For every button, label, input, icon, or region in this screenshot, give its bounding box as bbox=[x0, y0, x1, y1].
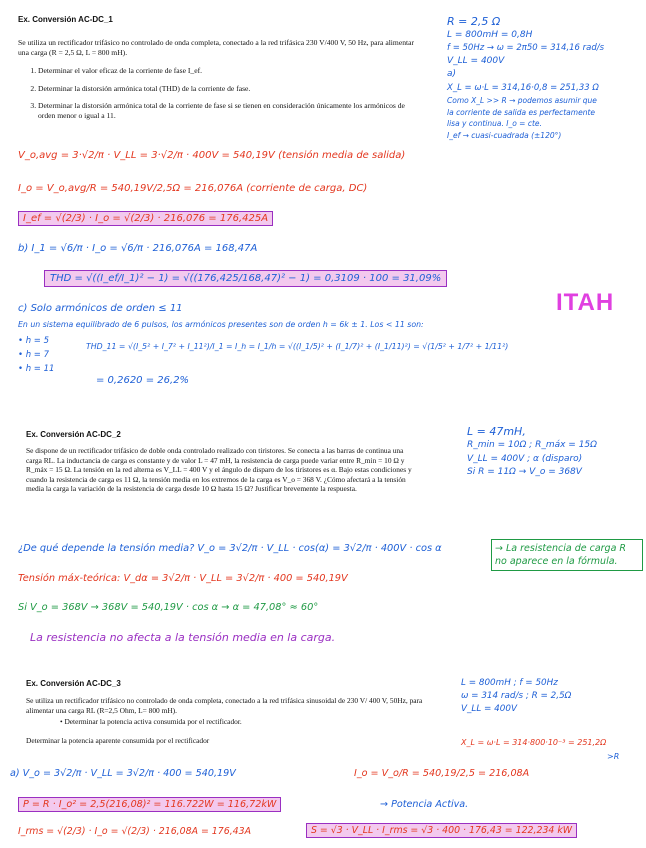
ex1-c-title: c) Solo armónicos de orden ≤ 11 bbox=[18, 303, 183, 314]
ex1-thd: THD = √((I_ef/I_1)² − 1) = √((176,425/168,47)² − 1) = 0,3109 · 100 = 31,09% bbox=[44, 270, 447, 287]
harmonic-item: • h = 5 bbox=[18, 336, 50, 346]
ex1-question-3: 3. Determinar la distorsión armónica total de la corriente de fase si se tienen en consideración únicamente los armónicos de orden menor o igual a 11. bbox=[38, 101, 413, 120]
ex2-vmax: Tensión máx-teórica: V_dα = 3√2/π · V_LL = 3√2/π · 400 = 540,19V bbox=[18, 573, 348, 584]
ex1-thd11: THD_11 = √(I_5² + I_7² + I_11²)/I_1 = I_h = I_1/h = √((I_1/5)² + (I_1/7)² + (I_1/11)²) = √(1/5² + 1/7² + 1/11²) bbox=[86, 342, 509, 351]
harmonic-item: • h = 11 bbox=[18, 364, 55, 374]
ex3-vo: a) V_o = 3√2/π · V_LL = 3√2/π · 400 = 540,19V bbox=[10, 768, 236, 779]
ex1-thd11-result bbox=[96, 375, 189, 386]
ex3-irms: I_rms = √(2/3) · I_o = √(2/3) · 216,08A = 176,43A bbox=[18, 826, 252, 837]
ex3-bullet-text: Determinar la potencia activa consumida por el rectificador. bbox=[64, 717, 242, 726]
ex2-statement: Se dispone de un rectificador trifásico de doble onda controlado realizado con tiristores. Se conecta a las barras de continua una carga RL. La inductancia de carga es constante y de valor L = 47 mH, la resistencia de carga puede variar entre R_min = 10 Ω y R_máx = 15 Ω. La tensión en la red alterna es V_LL = 400 V y el ángulo de disparo de los tiristores es α. Bajo estas condiciones y cuando la resistencia de carga es 11 Ω, la tensión media en los extremos de la carga es V_o = 368 V. ¿Cómo afectará a la tensión media la carga la variación de la resistencia de carga desde 10 Ω hasta 15 Ω? Justificar brevemente la respuesta. bbox=[26, 446, 412, 494]
ex1-note: L = 800mH = 0,8H bbox=[447, 30, 533, 40]
ex3-note: V_LL = 400V bbox=[461, 704, 517, 714]
ex3-xl-compare: >R bbox=[607, 752, 620, 761]
ex2-alpha: Si V_o = 368V → 368V = 540,19V · cos α → α = 47,08° ≈ 60° bbox=[18, 602, 319, 613]
itah-logo: ITAH bbox=[556, 289, 615, 316]
ex3-bullet: • Determinar la potencia activa consumida por el rectificador. bbox=[60, 717, 242, 726]
ex3-notes bbox=[461, 677, 643, 716]
ex1-note: f = 50Hz → ω = 2π50 = 314,16 rad/s bbox=[447, 43, 605, 53]
ex2-notes bbox=[467, 424, 643, 480]
ex1-thd11-result-text: = 0,2620 = 26,2% bbox=[96, 375, 190, 386]
ex3-xl: X_L = ω·L = 314·800·10⁻³ = 251,2Ω bbox=[461, 738, 607, 747]
ex2-note: Si R = 11Ω → V_o = 368V bbox=[467, 467, 582, 477]
ex2-question: ¿De qué depende la tensión media? V_o = 3√2/π · V_LL · cos(α) = 3√2/π · 400V · cos α bbox=[18, 543, 442, 554]
ex1-question-1: 1. Determinar el valor eficaz de la corriente de fase I_ef. bbox=[38, 66, 413, 76]
ex1-note: a) bbox=[447, 69, 457, 79]
ex1-i1: b) I_1 = √6/π · I_o = √6/π · 216,076A = 168,47A bbox=[18, 243, 258, 254]
ex3-active-power: P = R · I_o² = 2,5(216,08)² = 116.722W = 116,72kW bbox=[18, 797, 281, 812]
ex2-note: L = 47mH, bbox=[467, 425, 526, 438]
ex1-questions bbox=[18, 66, 413, 128]
ex1-note: I_ef → cuasi-cuadrada (±120°) bbox=[447, 130, 562, 140]
ex1-harmonics bbox=[18, 334, 54, 376]
ex3-question-2: Determinar la potencia aparente consumida por el rectificador bbox=[26, 736, 210, 745]
ex1-question-2: 2. Determinar la distorsión armónica total (THD) de la corriente de fase. bbox=[38, 84, 413, 94]
ex1-ief: I_ef = √(2/3) · I_o = √(2/3) · 216,076 = 176,425A bbox=[18, 211, 273, 226]
ex1-statement: Se utiliza un rectificador trifásico no controlado de onda completa, conectado a la red trifásica 230 V/400 V, 50 Hz, para alimentar una carga (R = 2,5 Ω, L = 800 mH). bbox=[18, 38, 414, 57]
ex1-io: I_o = V_o,avg/R = 540,19V/2,5Ω = 216,076A (corriente de carga, DC) bbox=[18, 183, 368, 194]
ex1-note: V_LL = 400V bbox=[447, 56, 505, 66]
ex2-title: Ex. Conversión AC-DC_2 bbox=[26, 430, 121, 439]
ex1-note: Como X_L >> R → podemos asumir que bbox=[447, 96, 597, 105]
ex1-notes bbox=[447, 15, 643, 141]
harmonic-item: • h = 7 bbox=[18, 350, 50, 360]
ex2-note: R_min = 10Ω ; R_máx = 15Ω bbox=[467, 440, 598, 450]
ex3-io: I_o = V_o/R = 540,19/2,5 = 216,08A bbox=[354, 768, 530, 779]
ex2-boxed-answer: → La resistencia de carga R no aparece en la fórmula. bbox=[491, 539, 643, 571]
ex1-note: la corriente de salida es perfectamente bbox=[447, 107, 596, 117]
ex3-note: L = 800mH ; f = 50Hz bbox=[461, 678, 558, 688]
ex3-apparent-power: S = √3 · V_LL · I_rms = √3 · 400 · 176,43 = 122,234 kW bbox=[306, 823, 577, 838]
ex3-statement: Se utiliza un rectificador trifásico no controlado de onda completa, conectado a la red trifásica sinusoidal de 230 V/ 400 V, 50Hz, para alimentar una carga RL (R=2,5 Ohm, L= 800 mH). bbox=[26, 696, 423, 715]
ex1-vavg: V_o,avg = 3·√2/π · V_LL = 3·√2/π · 400V = 540,19V (tensión media de salida) bbox=[18, 150, 406, 161]
ex1-note: X_L = ω·L = 314,16·0,8 = 251,33 Ω bbox=[447, 83, 599, 93]
ex1-c-text: En un sistema equilibrado de 6 pulsos, los armónicos presentes son de orden h = 6k ± 1. Los < 11 son: bbox=[18, 320, 424, 329]
ex3-note: ω = 314 rad/s ; R = 2,5Ω bbox=[461, 691, 572, 701]
ex1-note: lisa y continua. I_o = cte. bbox=[447, 119, 542, 128]
ex1-note: R = 2,5 Ω bbox=[447, 15, 501, 28]
ex2-conclusion: La resistencia no afecta a la tensión media en la carga. bbox=[30, 631, 336, 644]
ex3-active-power-note: → Potencia Activa. bbox=[380, 799, 469, 810]
ex3-title: Ex. Conversión AC-DC_3 bbox=[26, 679, 121, 688]
ex2-note: V_LL = 400V ; α (disparo) bbox=[467, 453, 583, 464]
ex1-title: Ex. Conversión AC-DC_1 bbox=[18, 15, 113, 24]
